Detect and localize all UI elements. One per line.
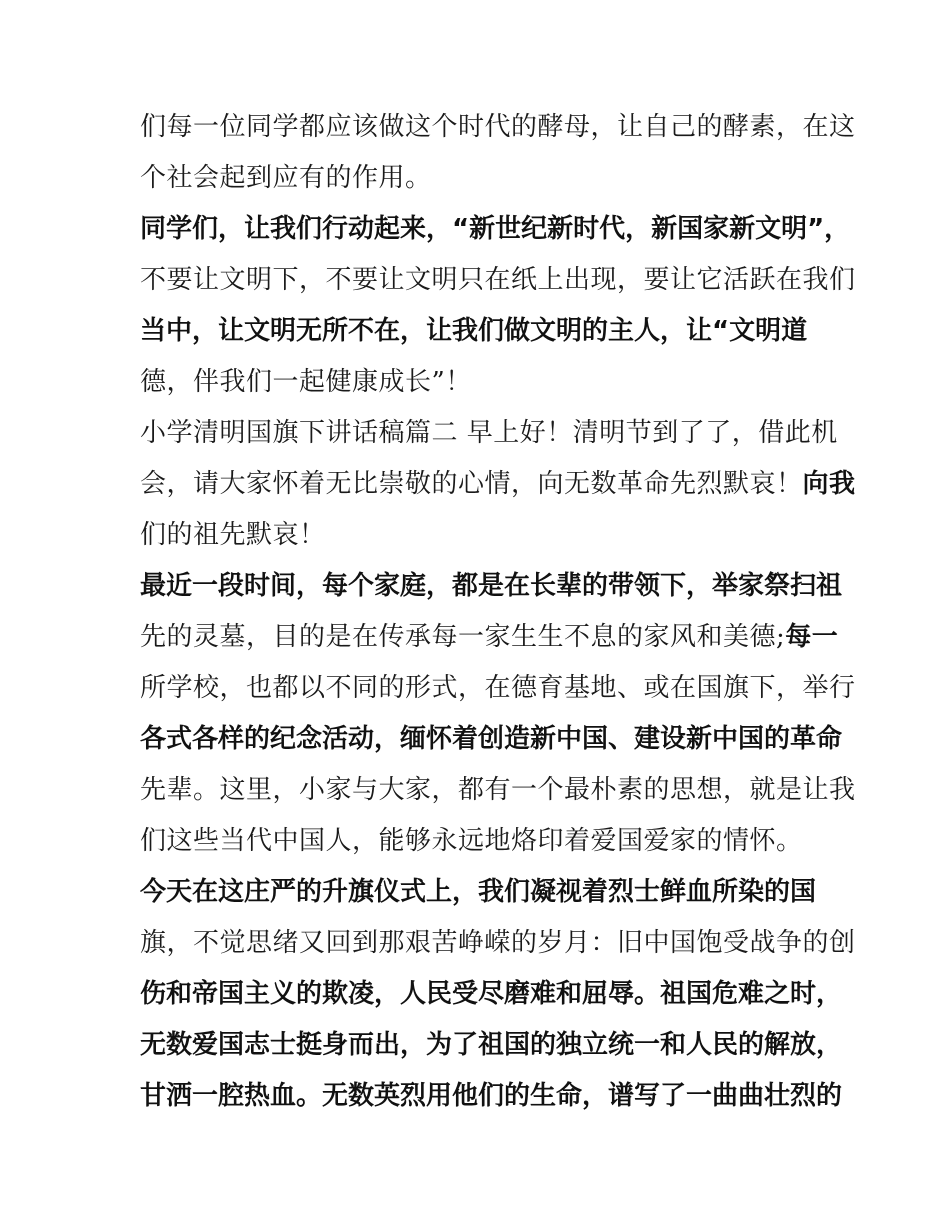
text-line: 最近一段时间，每个家庭，都是在长辈的带领下，举家祭扫祖	[140, 571, 843, 601]
text-line: 今天在这庄严的升旗仪式上，我们凝视着烈士鲜血所染的国	[140, 877, 817, 907]
text-line: 们这些当代中国人，能够永远地烙印着爱国爱家的情怀。	[140, 826, 803, 856]
text-line: 伤和帝国主义的欺凌，人民受尽磨难和屈辱。祖国危难之时，	[140, 979, 843, 1009]
text-line: 同学们，让我们行动起来，“新世纪新时代，新国家新文明”，	[140, 214, 851, 244]
text-segment: 先的灵墓，目的是在传承每一家生生不息的家风和美德;	[140, 622, 786, 652]
text-line: 所学校，也都以不同的形式，在德育基地、或在国旗下，举行	[140, 673, 856, 703]
text-line: 无数爱国志士挺身而出，为了祖国的独立统一和人民的解放，	[140, 1030, 843, 1060]
text-segment-bold: 向我	[802, 469, 856, 499]
text-line: 个社会起到应有的作用。	[140, 163, 432, 193]
text-segment: 会，请大家怀着无比崇敬的心情，向无数革命先烈默哀！	[140, 469, 803, 499]
text-line: 们的祖先默哀！	[140, 520, 326, 550]
text-line	[140, 468, 856, 500]
text-line: 小学清明国旗下讲话稿篇二 早上好！清明节到了了，借此机	[140, 418, 838, 448]
text-line: 们每一位同学都应该做这个时代的酵母，让自己的酵素，在这	[140, 112, 856, 142]
text-line: 当中，让文明无所不在，让我们做文明的主人，让“文明道	[140, 316, 808, 346]
text-line: 先辈。这里，小家与大家，都有一个最朴素的思想，就是让我	[140, 775, 856, 805]
text-segment-bold: 每一	[785, 622, 839, 652]
text-line: 旗，不觉思绪又回到那艰苦峥嵘的岁月：旧中国饱受战争的创	[140, 928, 856, 958]
text-line: 甘洒一腔热血。无数英烈用他们的生命，谱写了一曲曲壮烈的	[140, 1081, 843, 1111]
text-line: 各式各样的纪念活动，缅怀着创造新中国、建设新中国的革命	[140, 724, 843, 754]
text-line	[140, 621, 839, 653]
text-line: 不要让文明下，不要让文明只在纸上出现，要让它活跃在我们	[140, 265, 856, 295]
text-line: 德，伴我们一起健康成长”！	[140, 367, 472, 397]
